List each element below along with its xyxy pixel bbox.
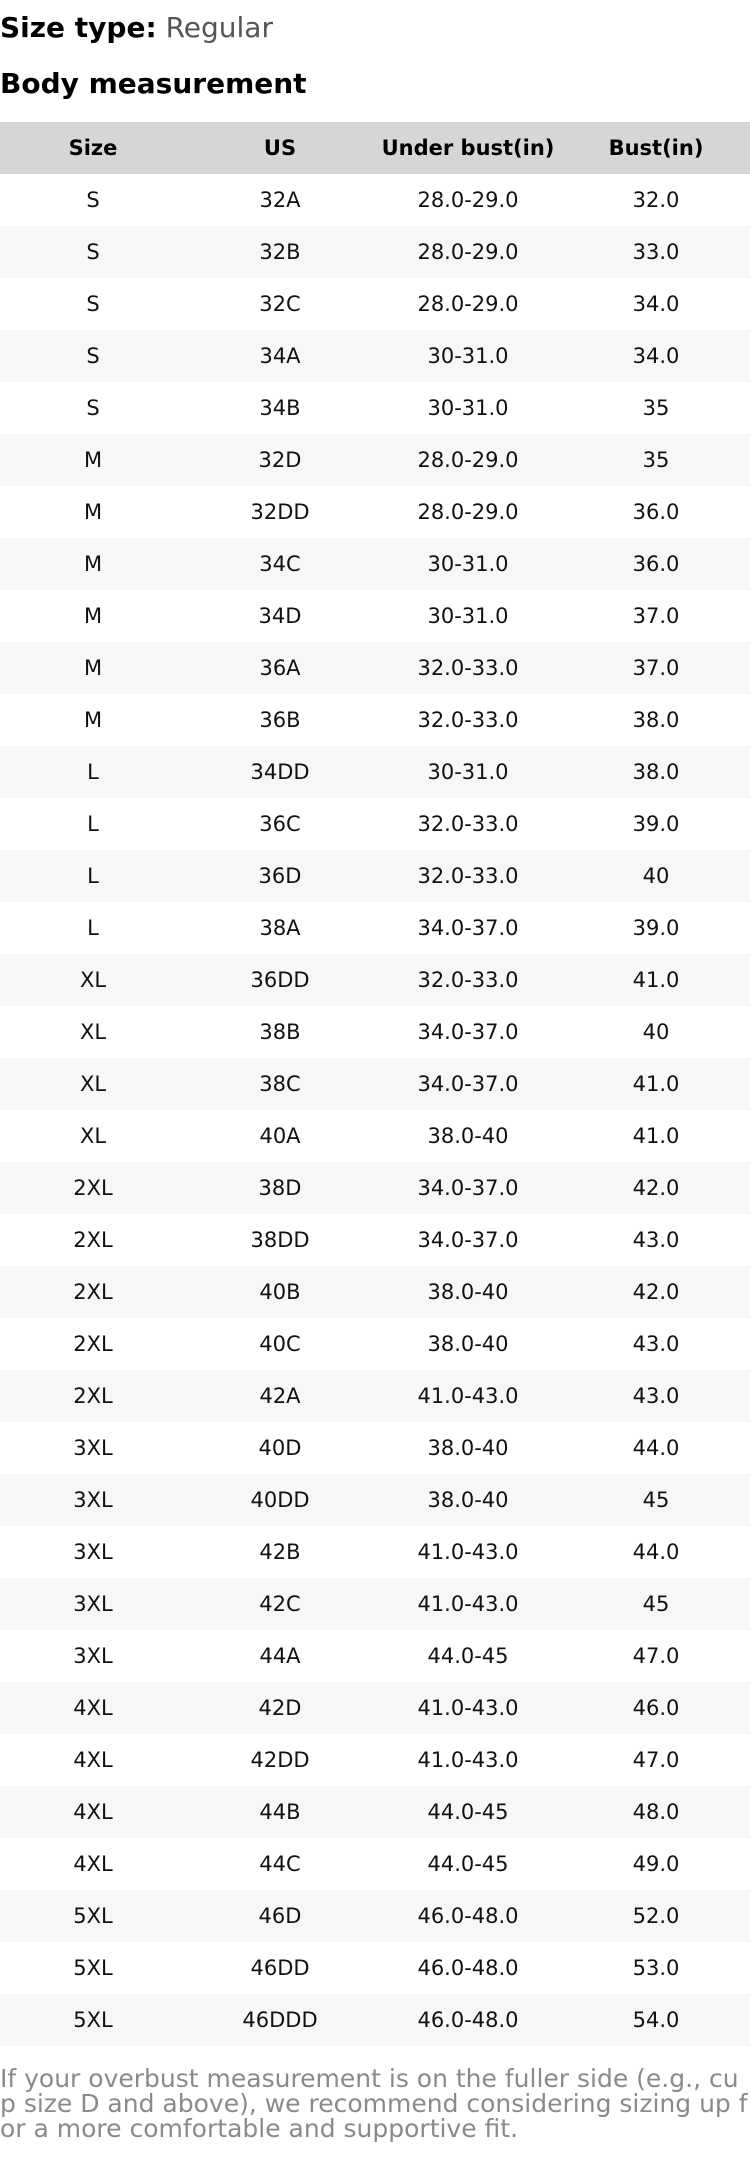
- cell-size: S: [0, 278, 186, 330]
- cell-bust: 36.0: [562, 538, 750, 590]
- cell-size: 5XL: [0, 1942, 186, 1994]
- cell-under-bust: 41.0-43.0: [374, 1578, 562, 1630]
- cell-bust: 35: [562, 434, 750, 486]
- cell-size: S: [0, 330, 186, 382]
- table-row: [0, 954, 750, 1006]
- cell-bust: 38.0: [562, 694, 750, 746]
- size-chart-table: [0, 122, 750, 2046]
- table-row: [0, 434, 750, 486]
- cell-under-bust: 32.0-33.0: [374, 694, 562, 746]
- cell-under-bust: 30-31.0: [374, 746, 562, 798]
- cell-bust: 36.0: [562, 486, 750, 538]
- cell-us: 32B: [186, 226, 374, 278]
- cell-size: S: [0, 382, 186, 434]
- cell-bust: 37.0: [562, 642, 750, 694]
- table-row: [0, 1110, 750, 1162]
- cell-bust: 34.0: [562, 330, 750, 382]
- cell-under-bust: 38.0-40: [374, 1318, 562, 1370]
- table-row: [0, 694, 750, 746]
- table-row: [0, 174, 750, 226]
- header-us: US: [186, 122, 374, 174]
- cell-bust: 33.0: [562, 226, 750, 278]
- header-size: Size: [0, 122, 186, 174]
- cell-us: 36A: [186, 642, 374, 694]
- cell-under-bust: 38.0-40: [374, 1110, 562, 1162]
- cell-us: 42A: [186, 1370, 374, 1422]
- cell-us: 44A: [186, 1630, 374, 1682]
- cell-size: M: [0, 694, 186, 746]
- table-row: [0, 1942, 750, 1994]
- table-row: [0, 382, 750, 434]
- cell-us: 46DDD: [186, 1994, 374, 2046]
- cell-under-bust: 38.0-40: [374, 1422, 562, 1474]
- cell-us: 38D: [186, 1162, 374, 1214]
- cell-us: 32A: [186, 174, 374, 226]
- cell-size: M: [0, 642, 186, 694]
- cell-under-bust: 46.0-48.0: [374, 1994, 562, 2046]
- cell-under-bust: 44.0-45: [374, 1630, 562, 1682]
- cell-under-bust: 30-31.0: [374, 382, 562, 434]
- table-row: [0, 1266, 750, 1318]
- cell-size: L: [0, 798, 186, 850]
- cell-size: 5XL: [0, 1890, 186, 1942]
- cell-bust: 37.0: [562, 590, 750, 642]
- table-row: [0, 1786, 750, 1838]
- table-row: [0, 1994, 750, 2046]
- table-row: [0, 1578, 750, 1630]
- cell-size: 2XL: [0, 1214, 186, 1266]
- cell-bust: 43.0: [562, 1214, 750, 1266]
- cell-us: 38B: [186, 1006, 374, 1058]
- cell-us: 36DD: [186, 954, 374, 1006]
- cell-us: 34DD: [186, 746, 374, 798]
- cell-bust: 45: [562, 1474, 750, 1526]
- cell-under-bust: 34.0-37.0: [374, 1006, 562, 1058]
- header-bust: Bust(in): [562, 122, 750, 174]
- cell-size: L: [0, 850, 186, 902]
- cell-under-bust: 32.0-33.0: [374, 642, 562, 694]
- table-row: [0, 1422, 750, 1474]
- cell-size: S: [0, 226, 186, 278]
- cell-under-bust: 34.0-37.0: [374, 1058, 562, 1110]
- table-row: [0, 330, 750, 382]
- cell-bust: 43.0: [562, 1318, 750, 1370]
- cell-us: 38C: [186, 1058, 374, 1110]
- table-row: [0, 1682, 750, 1734]
- cell-size: 4XL: [0, 1682, 186, 1734]
- cell-us: 32D: [186, 434, 374, 486]
- table-row: [0, 1162, 750, 1214]
- cell-bust: 42.0: [562, 1266, 750, 1318]
- cell-bust: 53.0: [562, 1942, 750, 1994]
- cell-under-bust: 30-31.0: [374, 538, 562, 590]
- cell-under-bust: 46.0-48.0: [374, 1942, 562, 1994]
- cell-us: 38DD: [186, 1214, 374, 1266]
- cell-us: 34D: [186, 590, 374, 642]
- cell-under-bust: 28.0-29.0: [374, 226, 562, 278]
- cell-bust: 52.0: [562, 1890, 750, 1942]
- table-row: [0, 1838, 750, 1890]
- cell-bust: 38.0: [562, 746, 750, 798]
- header-under-bust: Under bust(in): [374, 122, 562, 174]
- cell-size: 4XL: [0, 1734, 186, 1786]
- cell-us: 40D: [186, 1422, 374, 1474]
- cell-under-bust: 38.0-40: [374, 1474, 562, 1526]
- cell-us: 40C: [186, 1318, 374, 1370]
- size-type-label: Size type:: [0, 11, 157, 44]
- cell-us: 40B: [186, 1266, 374, 1318]
- cell-us: 46DD: [186, 1942, 374, 1994]
- table-row: [0, 902, 750, 954]
- cell-bust: 49.0: [562, 1838, 750, 1890]
- cell-under-bust: 41.0-43.0: [374, 1682, 562, 1734]
- cell-under-bust: 38.0-40: [374, 1266, 562, 1318]
- cell-under-bust: 44.0-45: [374, 1786, 562, 1838]
- table-row: [0, 798, 750, 850]
- cell-bust: 39.0: [562, 798, 750, 850]
- cell-bust: 41.0: [562, 1110, 750, 1162]
- table-header-row: [0, 122, 750, 174]
- cell-bust: 35: [562, 382, 750, 434]
- table-row: [0, 1214, 750, 1266]
- cell-bust: 41.0: [562, 954, 750, 1006]
- table-row: [0, 1370, 750, 1422]
- cell-bust: 44.0: [562, 1422, 750, 1474]
- cell-bust: 40: [562, 1006, 750, 1058]
- table-row: [0, 486, 750, 538]
- table-row: [0, 226, 750, 278]
- table-row: [0, 746, 750, 798]
- cell-us: 44C: [186, 1838, 374, 1890]
- table-body: [0, 174, 750, 2046]
- cell-bust: 40: [562, 850, 750, 902]
- cell-bust: 42.0: [562, 1162, 750, 1214]
- cell-bust: 54.0: [562, 1994, 750, 2046]
- cell-size: M: [0, 590, 186, 642]
- table-row: [0, 590, 750, 642]
- table-row: [0, 278, 750, 330]
- table-row: [0, 1006, 750, 1058]
- cell-under-bust: 41.0-43.0: [374, 1734, 562, 1786]
- cell-under-bust: 41.0-43.0: [374, 1526, 562, 1578]
- cell-size: 2XL: [0, 1370, 186, 1422]
- cell-under-bust: 41.0-43.0: [374, 1370, 562, 1422]
- cell-size: M: [0, 538, 186, 590]
- sizing-note: If your overbust measurement is on the fuller side (e.g., cup size D and above), we recommend considering sizing up for a more comfortable and supportive fit.: [0, 2064, 748, 2143]
- cell-us: 42C: [186, 1578, 374, 1630]
- cell-size: 3XL: [0, 1526, 186, 1578]
- cell-bust: 44.0: [562, 1526, 750, 1578]
- cell-us: 44B: [186, 1786, 374, 1838]
- cell-bust: 32.0: [562, 174, 750, 226]
- cell-under-bust: 46.0-48.0: [374, 1890, 562, 1942]
- table-row: [0, 538, 750, 590]
- cell-size: 4XL: [0, 1838, 186, 1890]
- cell-size: 5XL: [0, 1994, 186, 2046]
- cell-bust: 34.0: [562, 278, 750, 330]
- cell-size: 2XL: [0, 1162, 186, 1214]
- cell-us: 32DD: [186, 486, 374, 538]
- cell-bust: 39.0: [562, 902, 750, 954]
- cell-bust: 45: [562, 1578, 750, 1630]
- cell-us: 34A: [186, 330, 374, 382]
- cell-under-bust: 28.0-29.0: [374, 278, 562, 330]
- size-type-line: [0, 8, 273, 48]
- cell-us: 36D: [186, 850, 374, 902]
- cell-bust: 47.0: [562, 1734, 750, 1786]
- cell-bust: 48.0: [562, 1786, 750, 1838]
- cell-size: 2XL: [0, 1318, 186, 1370]
- cell-size: XL: [0, 1006, 186, 1058]
- cell-size: 4XL: [0, 1786, 186, 1838]
- cell-us: 40DD: [186, 1474, 374, 1526]
- table-row: [0, 1734, 750, 1786]
- cell-us: 36B: [186, 694, 374, 746]
- cell-size: L: [0, 902, 186, 954]
- cell-size: XL: [0, 1110, 186, 1162]
- cell-size: XL: [0, 954, 186, 1006]
- cell-bust: 47.0: [562, 1630, 750, 1682]
- cell-under-bust: 32.0-33.0: [374, 798, 562, 850]
- table-row: [0, 1890, 750, 1942]
- cell-us: 42DD: [186, 1734, 374, 1786]
- cell-under-bust: 34.0-37.0: [374, 1162, 562, 1214]
- cell-under-bust: 30-31.0: [374, 330, 562, 382]
- cell-size: M: [0, 434, 186, 486]
- section-title: Body measurement: [0, 67, 307, 100]
- cell-size: 3XL: [0, 1630, 186, 1682]
- cell-size: S: [0, 174, 186, 226]
- cell-us: 34C: [186, 538, 374, 590]
- cell-under-bust: 28.0-29.0: [374, 486, 562, 538]
- cell-us: 34B: [186, 382, 374, 434]
- cell-size: 3XL: [0, 1422, 186, 1474]
- cell-under-bust: 34.0-37.0: [374, 1214, 562, 1266]
- table-row: [0, 1318, 750, 1370]
- table-row: [0, 642, 750, 694]
- cell-under-bust: 32.0-33.0: [374, 954, 562, 1006]
- cell-size: L: [0, 746, 186, 798]
- cell-us: 40A: [186, 1110, 374, 1162]
- table-row: [0, 1058, 750, 1110]
- cell-size: XL: [0, 1058, 186, 1110]
- cell-us: 38A: [186, 902, 374, 954]
- cell-bust: 41.0: [562, 1058, 750, 1110]
- cell-size: M: [0, 486, 186, 538]
- cell-us: 36C: [186, 798, 374, 850]
- cell-size: 2XL: [0, 1266, 186, 1318]
- cell-us: 32C: [186, 278, 374, 330]
- cell-us: 42D: [186, 1682, 374, 1734]
- cell-under-bust: 30-31.0: [374, 590, 562, 642]
- cell-under-bust: 28.0-29.0: [374, 174, 562, 226]
- cell-us: 42B: [186, 1526, 374, 1578]
- cell-bust: 43.0: [562, 1370, 750, 1422]
- cell-size: 3XL: [0, 1578, 186, 1630]
- table-row: [0, 1474, 750, 1526]
- cell-under-bust: 44.0-45: [374, 1838, 562, 1890]
- cell-size: 3XL: [0, 1474, 186, 1526]
- cell-under-bust: 32.0-33.0: [374, 850, 562, 902]
- cell-bust: 46.0: [562, 1682, 750, 1734]
- table-row: [0, 1526, 750, 1578]
- cell-under-bust: 34.0-37.0: [374, 902, 562, 954]
- size-type-value: Regular: [165, 11, 273, 44]
- cell-under-bust: 28.0-29.0: [374, 434, 562, 486]
- cell-us: 46D: [186, 1890, 374, 1942]
- table-row: [0, 1630, 750, 1682]
- table-row: [0, 850, 750, 902]
